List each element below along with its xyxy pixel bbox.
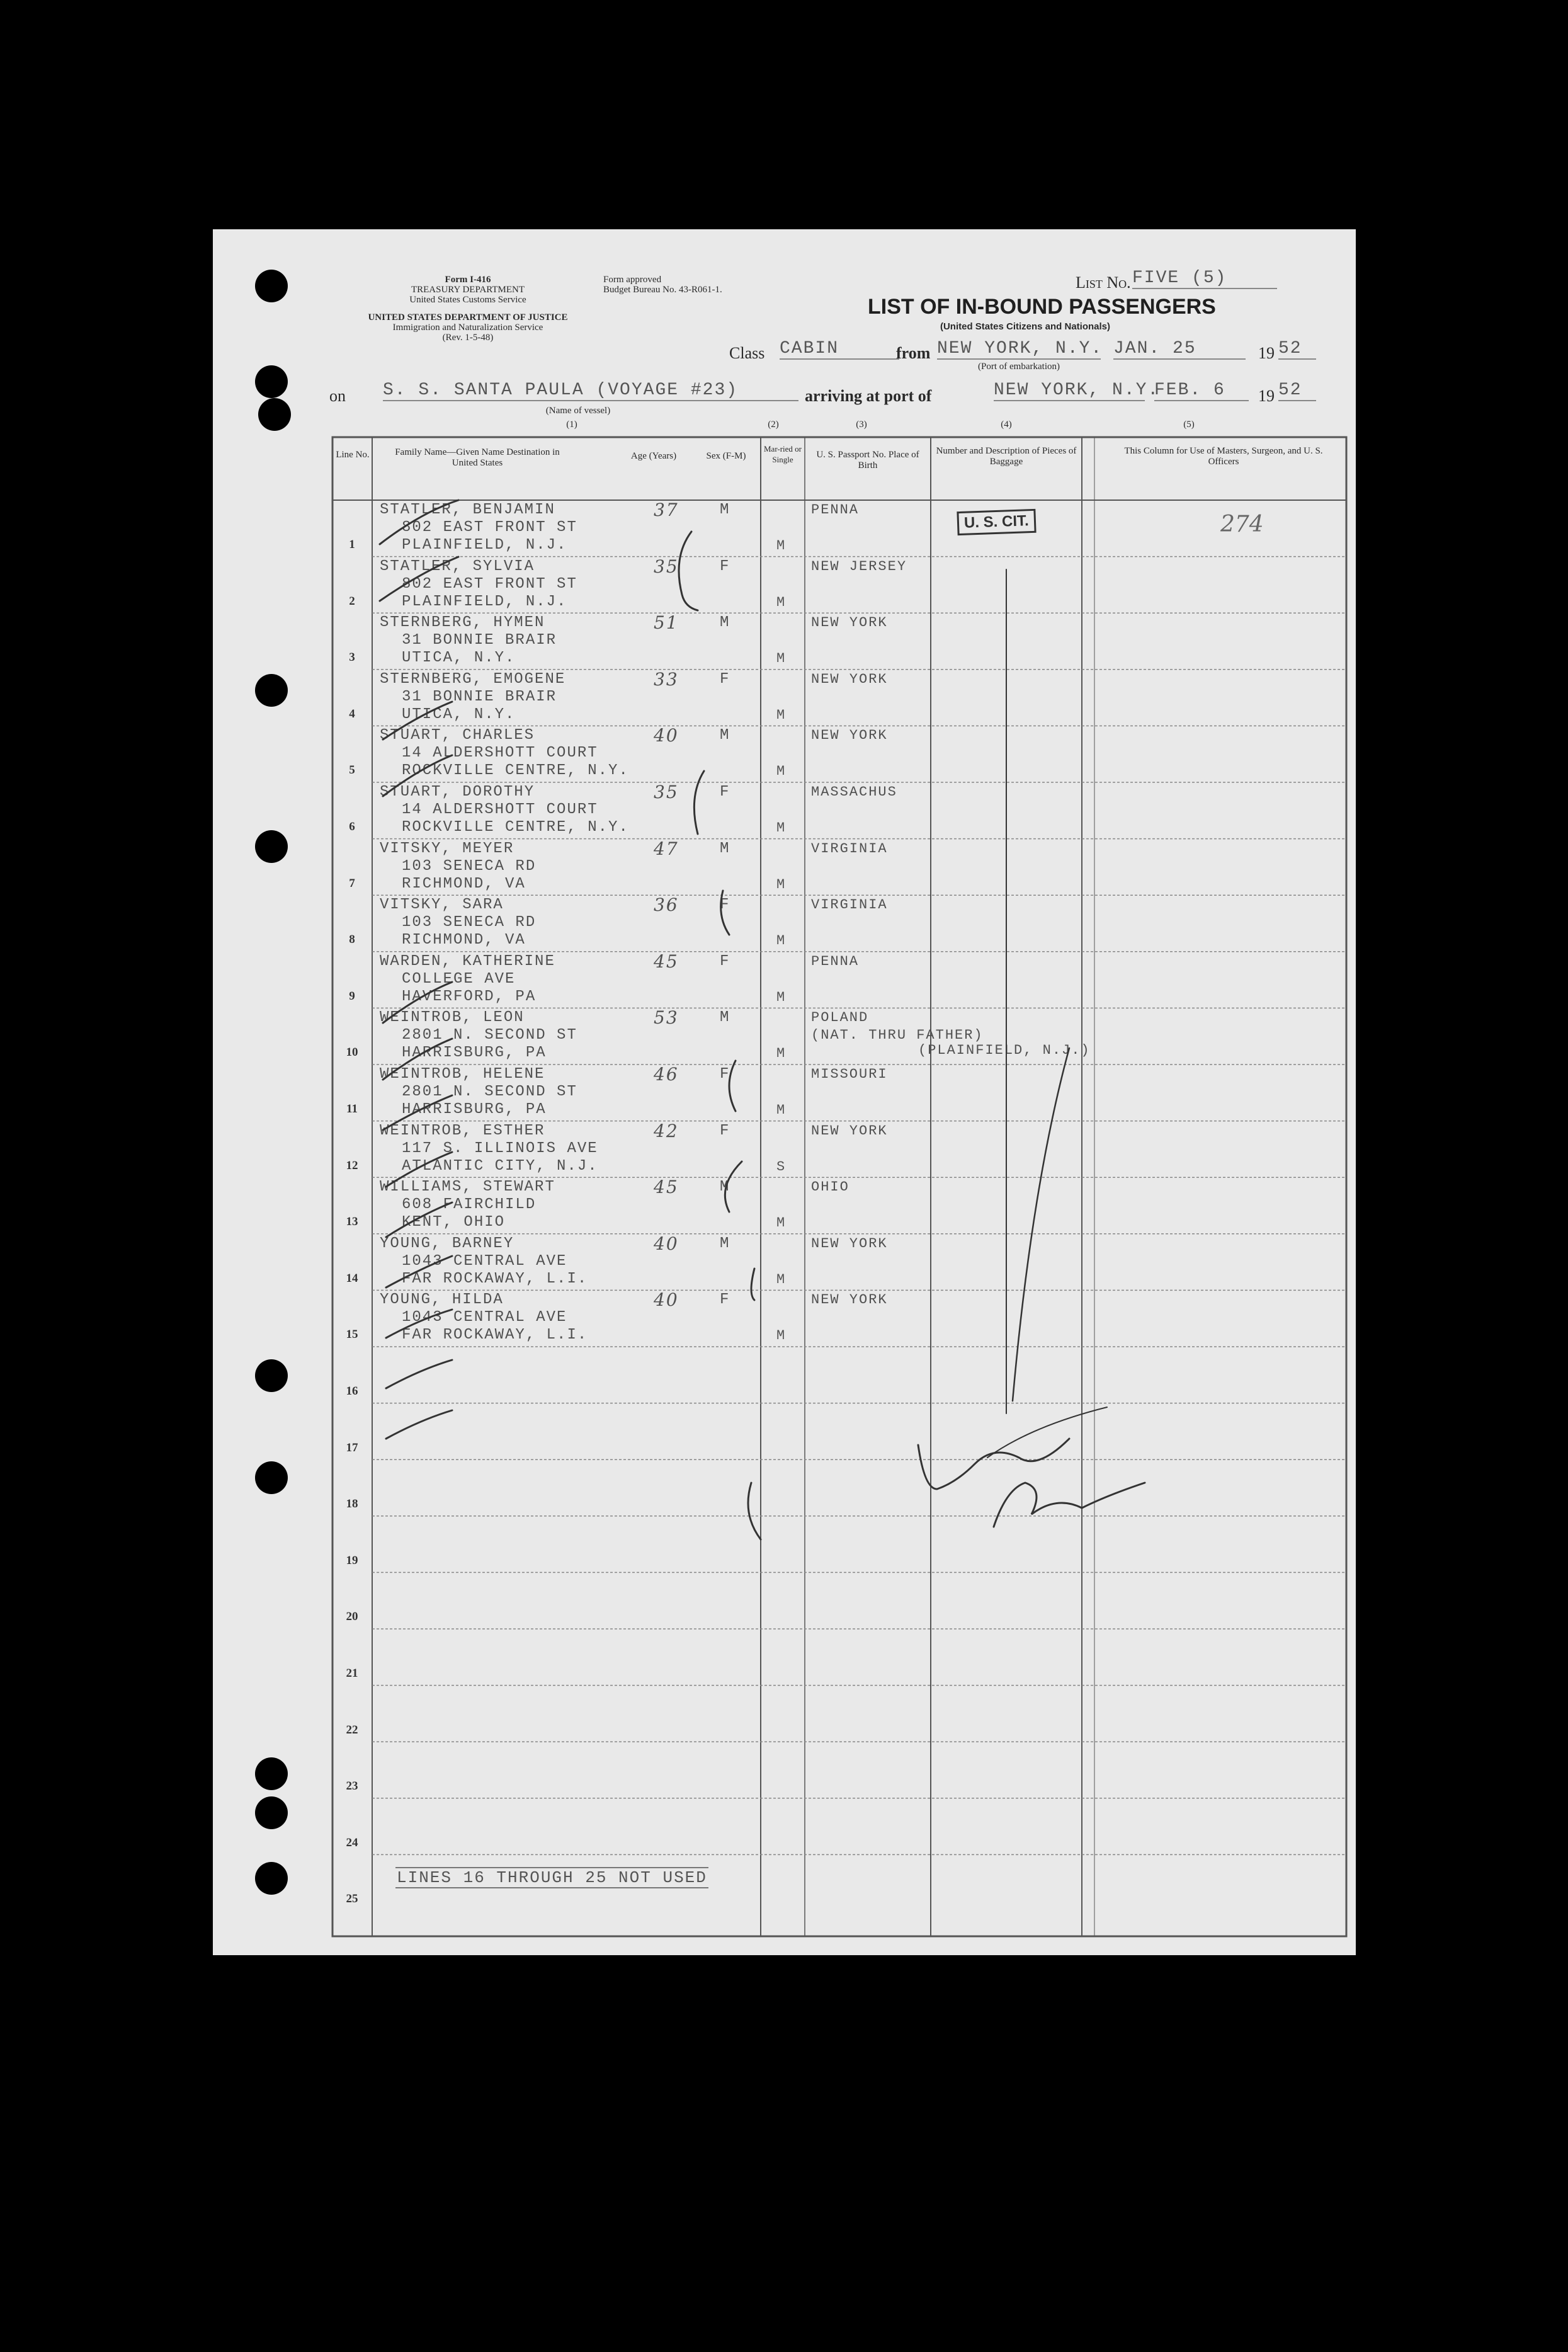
passenger-name: WEINTROB, HELENE <box>380 1066 545 1083</box>
empty-line-number: 23 <box>346 1779 358 1793</box>
revision-label: (Rev. 1-5-48) <box>442 333 494 343</box>
passenger-name: STERNBERG, HYMEN <box>380 614 545 632</box>
handwritten-marks <box>213 229 1356 1955</box>
place-of-birth: NEW YORK <box>811 1292 888 1308</box>
line-number: 12 <box>346 1158 358 1172</box>
passenger-address: 103 SENECA RD <box>402 857 537 875</box>
class-label: Class <box>729 344 765 362</box>
passenger-sex: F <box>720 896 730 914</box>
on-label: on <box>329 387 346 405</box>
passenger-age: 47 <box>654 838 679 859</box>
marital-status: S <box>776 1158 785 1175</box>
passenger-name: WILLIAMS, STEWART <box>380 1179 555 1196</box>
passenger-sex: F <box>720 952 730 970</box>
passenger-sex: M <box>720 840 730 857</box>
passenger-city: UTICA, N.Y. <box>402 705 516 723</box>
binder-hole <box>255 1757 288 1790</box>
passenger-age: 51 <box>654 612 679 634</box>
place-of-birth: MASSACHUS <box>811 784 897 800</box>
arrival-date: FEB. 6 <box>1154 380 1249 401</box>
passenger-sex: M <box>720 1235 730 1252</box>
passenger-name: STUART, DOROTHY <box>380 784 535 801</box>
binder-hole <box>255 1796 288 1829</box>
line-number: 1 <box>349 538 355 551</box>
page-title: LIST OF IN-BOUND PASSENGERS <box>868 295 1216 319</box>
passenger-age: 45 <box>654 951 679 972</box>
arriving-label: arriving at port of <box>805 387 932 405</box>
col-header-name: Family Name—Given Name Destination in United States <box>395 447 560 468</box>
passenger-address: 1043 CENTRAL AVE <box>402 1309 567 1327</box>
place-of-birth: PENNA <box>811 953 860 969</box>
marital-status: M <box>776 1328 785 1344</box>
empty-line-number: 20 <box>346 1610 358 1624</box>
passenger-name: YOUNG, HILDA <box>380 1291 504 1309</box>
customs-label: United States Customs Service <box>409 295 526 305</box>
passenger-name: WEINTROB, LEON <box>380 1009 525 1027</box>
col-header-officers: This Column for Use of Masters, Surgeon, and U. S. Officers <box>1124 446 1323 467</box>
officer-number: 274 <box>1220 511 1264 537</box>
passenger-sex: M <box>720 727 730 745</box>
passenger-address: 31 BONNIE BRAIR <box>402 632 557 649</box>
binder-hole <box>255 1461 288 1494</box>
binder-hole <box>258 398 291 431</box>
empty-line-number: 22 <box>346 1723 358 1737</box>
line-number: 13 <box>346 1215 358 1229</box>
passenger-city: RICHMOND, VA <box>402 875 526 893</box>
binder-hole <box>255 830 288 863</box>
binder-hole <box>255 270 288 302</box>
passenger-sex: F <box>720 1122 730 1139</box>
line-number: 2 <box>349 594 355 608</box>
binder-hole <box>255 1862 288 1895</box>
passenger-sex: F <box>720 1066 730 1083</box>
empty-line-number: 18 <box>346 1497 358 1511</box>
arrival-year-prefix: 19 <box>1258 387 1275 405</box>
ins-label: Immigration and Naturalization Service <box>392 323 543 333</box>
budget-bureau: Budget Bureau No. 43-R061-1. <box>603 285 722 295</box>
col-num-4: (4) <box>1001 420 1012 430</box>
passenger-age: 35 <box>654 556 679 577</box>
from-year-prefix: 19 <box>1258 344 1275 362</box>
marital-status: M <box>776 820 785 836</box>
place-of-birth: NEW YORK <box>811 671 888 687</box>
passenger-name: VITSKY, MEYER <box>380 840 514 857</box>
line-number: 4 <box>349 707 355 721</box>
passenger-city: HARRISBURG, PA <box>402 1044 547 1062</box>
justice-label: UNITED STATES DEPARTMENT OF JUSTICE <box>368 312 568 323</box>
arrival-port: NEW YORK, N.Y. <box>994 380 1160 400</box>
passenger-city: ROCKVILLE CENTRE, N.Y. <box>402 762 629 780</box>
passenger-city: ROCKVILLE CENTRE, N.Y. <box>402 819 629 836</box>
arrival-year: 52 <box>1278 380 1316 401</box>
passenger-name: VITSKY, SARA <box>380 896 504 914</box>
passenger-sex: F <box>720 1291 730 1309</box>
marital-status: M <box>776 989 785 1005</box>
empty-line-number: 21 <box>346 1667 358 1680</box>
passenger-sex: M <box>720 614 730 632</box>
passenger-age: 33 <box>654 668 679 690</box>
col-header-baggage: Number and Description of Pieces of Baggage <box>936 446 1077 467</box>
marital-status: M <box>776 538 785 554</box>
col-num-1: (1) <box>566 420 577 430</box>
empty-line-number: 17 <box>346 1441 358 1454</box>
list-value: FIVE (5) <box>1132 268 1277 289</box>
passenger-address: 802 EAST FRONT ST <box>402 519 577 536</box>
passenger-name: STUART, CHARLES <box>380 727 535 745</box>
col-header-line: Line No. <box>336 450 370 460</box>
passenger-city: FAR ROCKAWAY, L.I. <box>402 1327 588 1344</box>
birth-note-2: (PLAINFIELD, N.J.) <box>918 1042 1091 1059</box>
passenger-sex: M <box>720 1009 730 1027</box>
empty-line-number: 25 <box>346 1892 358 1906</box>
passenger-sex: F <box>720 784 730 801</box>
place-of-birth: VIRGINIA <box>811 897 888 913</box>
treasury-label: TREASURY DEPARTMENT <box>411 285 525 295</box>
passenger-name: WEINTROB, ESTHER <box>380 1122 545 1139</box>
class-value: CABIN <box>780 339 899 360</box>
passenger-address: 103 SENECA RD <box>402 914 537 932</box>
passenger-address: 2801 N. SECOND ST <box>402 1027 577 1044</box>
col-header-age: Age (Years) <box>630 451 677 461</box>
col-header-sex: Sex (F-M) <box>706 451 746 461</box>
vessel-name: S. S. SANTA PAULA (VOYAGE #23) <box>383 380 798 401</box>
binder-hole <box>255 1359 288 1392</box>
passenger-name: STERNBERG, EMOGENE <box>380 670 566 688</box>
manifest-page <box>213 229 1356 1955</box>
passenger-city: KENT, OHIO <box>402 1214 506 1231</box>
passenger-city: HARRISBURG, PA <box>402 1101 547 1118</box>
empty-line-number: 16 <box>346 1384 358 1398</box>
marital-status: M <box>776 763 785 780</box>
marital-status: M <box>776 933 785 949</box>
passenger-address: 2801 N. SECOND ST <box>402 1083 577 1100</box>
passenger-age: 40 <box>654 1289 679 1311</box>
place-of-birth: VIRGINIA <box>811 840 888 857</box>
page-subtitle: (United States Citizens and Nationals) <box>940 321 1111 332</box>
passenger-city: FAR ROCKAWAY, L.I. <box>402 1270 588 1287</box>
marital-status: M <box>776 1046 785 1062</box>
passenger-address: 14 ALDERSHOTT COURT <box>402 745 598 762</box>
from-port: NEW YORK, N.Y. <box>937 339 1103 358</box>
passenger-city: PLAINFIELD, N.J. <box>402 593 567 610</box>
passenger-sex: M <box>720 1179 730 1196</box>
passenger-address: 608 FAIRCHILD <box>402 1196 537 1214</box>
line-number: 6 <box>349 820 355 833</box>
passenger-address: COLLEGE AVE <box>402 970 516 988</box>
marital-status: M <box>776 707 785 723</box>
passenger-sex: F <box>720 557 730 575</box>
place-of-birth: NEW YORK <box>811 615 888 631</box>
port-embarkation-label: (Port of embarkation) <box>978 362 1060 372</box>
passenger-age: 53 <box>654 1007 679 1029</box>
passenger-city: HAVERFORD, PA <box>402 988 537 1005</box>
passenger-age: 40 <box>654 725 679 746</box>
col-num-3: (3) <box>856 420 867 430</box>
from-year: 52 <box>1278 339 1316 360</box>
not-used-note: LINES 16 THROUGH 25 NOT USED <box>397 1868 707 1887</box>
col-num-5: (5) <box>1183 420 1195 430</box>
place-of-birth: NEW YORK <box>811 1122 888 1139</box>
col-header-birth: U. S. Passport No. Place of Birth <box>816 450 919 471</box>
passenger-age: 36 <box>654 894 679 916</box>
passenger-age: 42 <box>654 1120 679 1141</box>
list-label: List No. <box>1076 273 1131 292</box>
passenger-city: UTICA, N.Y. <box>402 649 516 667</box>
passenger-age: 46 <box>654 1064 679 1085</box>
col-num-2: (2) <box>768 420 779 430</box>
marital-status: M <box>776 1271 785 1287</box>
line-number: 14 <box>346 1271 358 1285</box>
line-number: 8 <box>349 933 355 947</box>
line-number: 11 <box>346 1102 358 1116</box>
place-of-birth: NEW YORK <box>811 728 888 744</box>
place-of-birth: PENNA <box>811 502 860 518</box>
line-number: 9 <box>349 989 355 1003</box>
vessel-name-label: (Name of vessel) <box>545 406 611 416</box>
binder-hole <box>255 365 288 398</box>
passenger-city: ATLANTIC CITY, N.J. <box>402 1157 598 1175</box>
line-number: 5 <box>349 763 355 777</box>
birth-note: (NAT. THRU FATHER) <box>811 1027 984 1044</box>
empty-line-number: 24 <box>346 1835 358 1849</box>
marital-status: M <box>776 651 785 667</box>
line-number: 3 <box>349 651 355 665</box>
marital-status: M <box>776 1215 785 1231</box>
passenger-address: 802 EAST FRONT ST <box>402 575 577 593</box>
passenger-city: RICHMOND, VA <box>402 932 526 949</box>
passenger-age: 35 <box>654 782 679 802</box>
passenger-address: 1043 CENTRAL AVE <box>402 1252 567 1270</box>
place-of-birth: OHIO <box>811 1179 849 1196</box>
place-of-birth: MISSOURI <box>811 1066 888 1082</box>
passenger-sex: F <box>720 670 730 688</box>
binder-hole <box>255 674 288 707</box>
place-of-birth: NEW JERSEY <box>811 558 907 574</box>
from-label: from <box>896 344 931 362</box>
citizen-stamp: U. S. CIT. <box>957 509 1036 535</box>
passenger-age: 40 <box>654 1233 679 1254</box>
passenger-age: 45 <box>654 1177 679 1198</box>
place-of-birth: NEW YORK <box>811 1235 888 1252</box>
passenger-name: YOUNG, BARNEY <box>380 1235 514 1252</box>
form-number: Form I-416 <box>445 275 491 285</box>
from-date: JAN. 25 <box>1113 339 1246 360</box>
place-of-birth: POLAND <box>811 1010 869 1026</box>
passenger-name: WARDEN, KATHERINE <box>380 952 555 970</box>
passenger-address: 31 BONNIE BRAIR <box>402 688 557 705</box>
passenger-age: 37 <box>654 500 679 520</box>
marital-status: M <box>776 876 785 893</box>
col-header-married: Mar-ried or Single <box>763 444 802 464</box>
passenger-address: 117 S. ILLINOIS AVE <box>402 1139 598 1157</box>
line-number: 15 <box>346 1328 358 1342</box>
passenger-name: STATLER, BENJAMIN <box>380 501 555 518</box>
passenger-name: STATLER, SYLVIA <box>380 557 535 575</box>
line-number: 10 <box>346 1046 358 1059</box>
form-approved: Form approved <box>603 275 662 285</box>
empty-line-number: 19 <box>346 1553 358 1567</box>
marital-status: M <box>776 594 785 610</box>
line-number: 7 <box>349 876 355 890</box>
passenger-city: PLAINFIELD, N.J. <box>402 537 567 554</box>
passenger-address: 14 ALDERSHOTT COURT <box>402 801 598 818</box>
passenger-sex: M <box>720 501 730 518</box>
marital-status: M <box>776 1102 785 1118</box>
